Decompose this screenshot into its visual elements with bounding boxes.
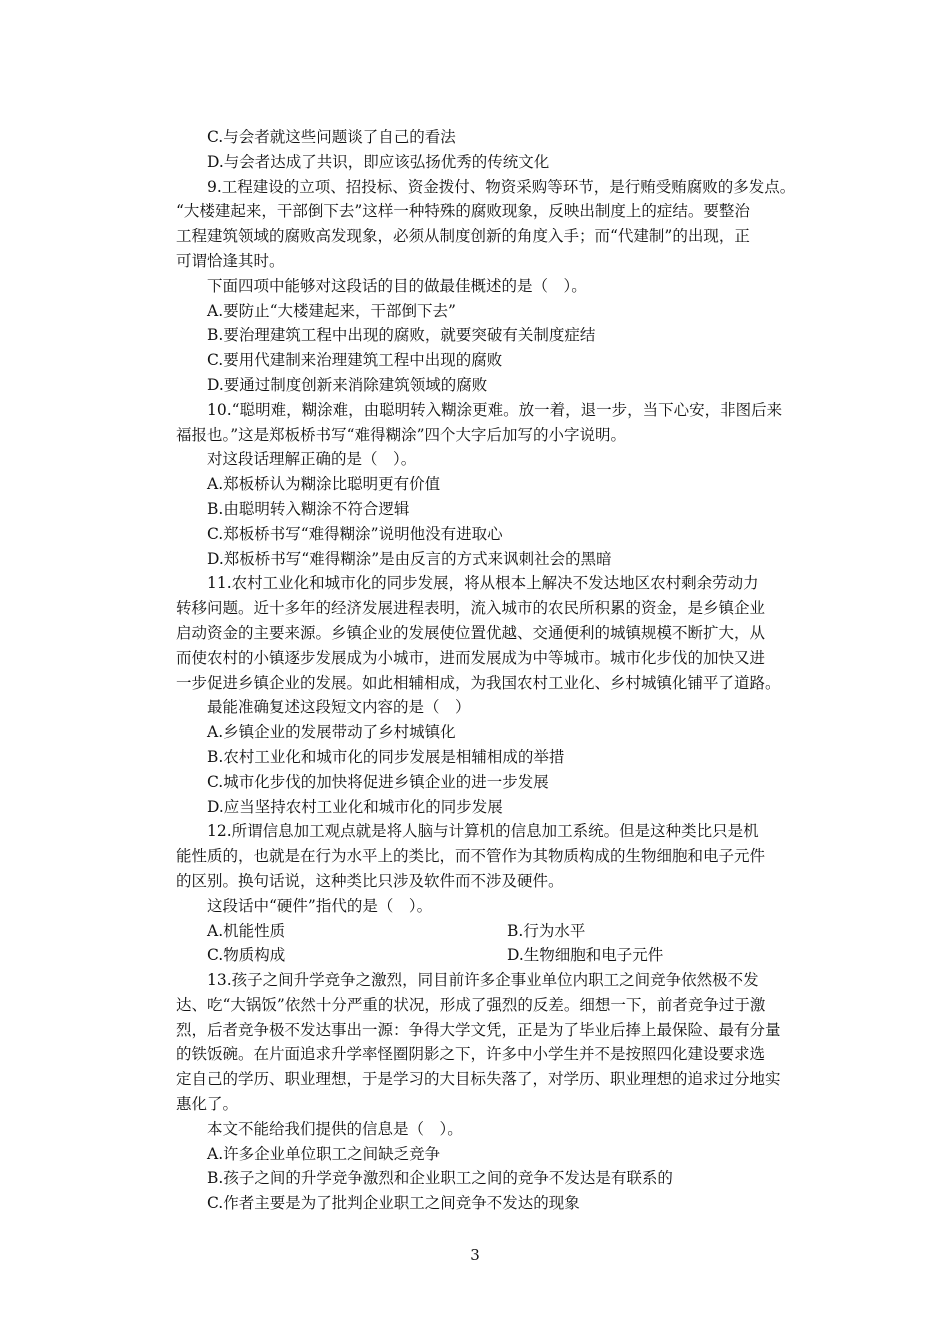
q8-option-c: C.与会者就这些问题谈了自己的看法: [207, 128, 456, 146]
q9-option-a: A.要防止“大楼建起来，干部倒下去”: [207, 301, 456, 320]
q13-option-b: B.孩子之间的升学竞争激烈和企业职工之间的竞争不发达是有联系的: [207, 1169, 673, 1188]
q12-prompt: 这段话中“硬件”指代的是（ ）。: [207, 896, 433, 915]
q9-option-d: D.要通过制度创新来消除建筑领域的腐败: [207, 375, 488, 394]
q13-text-line: 烈，后者竞争极不发达事出一源：争得大学文凭，正是为了毕业后捧上最保险、最有分量: [176, 1020, 781, 1039]
q13-option-c: C.作者主要是为了批判企业职工之间竞争不发达的现象: [207, 1194, 580, 1213]
q8-option-d: D.与会者达成了共识，即应该弘扬优秀的传统文化: [207, 152, 550, 171]
q12-options-row: [176, 943, 816, 968]
q9-text-line: 工程建筑领域的腐败高发现象，必须从制度创新的角度入手；而“代建制”的出现，正: [176, 227, 750, 246]
q11-option-b: B.农村工业化和城市化的同步发展是相辅相成的举措: [207, 747, 565, 766]
q10-option-b: B.由聪明转入糊涂不符合逻辑: [207, 499, 410, 518]
q9-option-c: C.要用代建制来治理建筑工程中出现的腐败: [207, 351, 503, 370]
q13-text-line: 达、吃“大锅饭”依然十分严重的状况，形成了强烈的反差。细想一下，前者竞争过于激: [176, 995, 766, 1014]
q9-prompt: 下面四项中能够对这段话的目的做最佳概述的是（ ）。: [207, 276, 587, 295]
q12-option-a: A.机能性质: [207, 921, 286, 940]
q11-option-c: C.城市化步伐的加快将促进乡镇企业的进一步发展: [207, 772, 549, 791]
q10-prompt: 对这段话理解正确的是（ ）。: [207, 450, 417, 469]
q11-text-line: 一步促进乡镇企业的发展。如此相辅相成，为我国农村工业化、乡村城镇化铺平了道路。: [176, 673, 781, 692]
q9-option-b: B.要治理建筑工程中出现的腐败，就要突破有关制度症结: [207, 326, 596, 345]
q11-text-line: 11.农村工业化和城市化的同步发展，将从根本上解决不发达地区农村剩余劳动力: [207, 574, 759, 593]
page-number: 3: [470, 1246, 480, 1264]
q11-option-d: D.应当坚持农村工业化和城市化的同步发展: [207, 797, 503, 816]
q12-text-line: 能性质的，也就是在行为水平上的类比，而不管作为其物质构成的生物细胞和电子元件: [176, 847, 766, 866]
q10-text-line: 10.“聪明难，糊涂难，由聪明转入糊涂更难。放一着，退一步，当下心安，非图后来: [207, 400, 783, 419]
q10-option-d: D.郑板桥书写“难得糊涂”是由反言的方式来讽刺社会的黑暗: [207, 549, 612, 568]
q13-prompt: 本文不能给我们提供的信息是（ ）。: [207, 1119, 463, 1138]
q12-option-d: D.生物细胞和电子元件: [507, 946, 664, 965]
q11-prompt: 最能准确复述这段短文内容的是（ ）: [207, 698, 471, 717]
q13-text-line: 定自己的学历、职业理想，于是学习的大目标失落了，对学历、职业理想的追求过分地实: [176, 1070, 781, 1089]
q11-text-line: 而使农村的小镇逐步发展成为小城市，进而发展成为中等城市。城市化步伐的加快又进: [176, 648, 766, 667]
q13-text-line: 13.孩子之间升学竞争之激烈，同目前许多企事业单位内职工之间竞争依然极不发: [207, 971, 759, 990]
q12-text-line: 的区别。换句话说，这种类比只涉及软件而不涉及硬件。: [176, 871, 564, 890]
q12-text-line: 12.所谓信息加工观点就是将人脑与计算机的信息加工系统。但是这种类比只是机: [207, 822, 759, 841]
q13-text-line: 的铁饭碗。在片面追求升学率怪圈阴影之下，许多中小学生并不是按照四化建设要求选: [176, 1045, 766, 1064]
q11-text-line: 转移问题。近十多年的经济发展进程表明，流入城市的农民所积累的资金，是乡镇企业: [176, 599, 766, 618]
q11-option-a: A.乡镇企业的发展带动了乡村城镇化: [207, 723, 456, 742]
q10-text-line: 福报也。”这是郑板桥书写“难得糊涂”四个大字后加写的小字说明。: [176, 425, 627, 444]
page-content: [176, 125, 816, 1216]
q10-option-c: C.郑板桥书写“难得糊涂”说明他没有进取心: [207, 524, 503, 543]
q9-text-line: 9.工程建设的立项、招投标、资金拨付、物资采购等环节，是行贿受贿腐败的多发点。: [207, 177, 796, 196]
q11-text-line: 启动资金的主要来源。乡镇企业的发展使位置优越、交通便利的城镇规模不断扩大，从: [176, 623, 766, 642]
q10-option-a: A.郑板桥认为糊涂比聪明更有价值: [207, 475, 441, 494]
q12-option-b: B.行为水平: [507, 921, 586, 940]
q12-options-row: [176, 919, 816, 944]
q9-text-line: 可谓恰逢其时。: [176, 251, 285, 270]
q9-text-line: “大楼建起来，干部倒下去”这样一种特殊的腐败现象，反映出制度上的症结。要整治: [176, 202, 750, 221]
q13-text-line: 惠化了。: [176, 1095, 239, 1114]
q13-option-a: A.许多企业单位职工之间缺乏竞争: [207, 1144, 441, 1163]
q12-option-c: C.物质构成: [207, 946, 286, 965]
